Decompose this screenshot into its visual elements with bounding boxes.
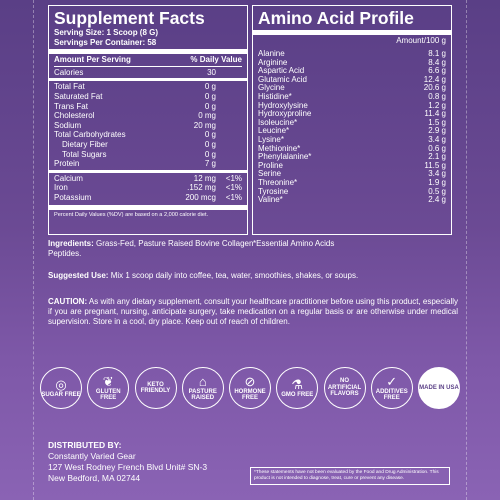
made-in-usa-icon [418, 367, 460, 409]
amino-acid-value: 3.4 g [428, 169, 446, 179]
amino-acid-row [258, 188, 446, 197]
badge-glyph: ❦ [102, 373, 114, 389]
amino-acid-title: Amino Acid Profile [258, 8, 414, 28]
amino-acid-label: Glycine [258, 83, 285, 93]
nutrient-row: Dietary Fiber 0 g [62, 139, 216, 149]
amino-acid-value: 0.8 g [428, 91, 446, 101]
mineral-row: Iron .152 mg <1% [54, 183, 242, 193]
divider-thick [253, 30, 451, 35]
badge-label: NO ARTIFICIAL FLAVORS [327, 378, 362, 398]
amino-acid-row [258, 196, 446, 205]
divider-medium [49, 78, 247, 81]
table-header: Amount Per Serving % Daily Value [54, 55, 242, 65]
additives-free-icon [371, 367, 413, 409]
amino-acid-row [258, 76, 446, 85]
amino-acid-value: 12.4 g [423, 74, 446, 84]
amino-acid-label: Threonine* [258, 177, 298, 187]
fold-line-left [33, 0, 34, 500]
amino-acid-row [258, 162, 446, 171]
amino-acid-value: 2.9 g [428, 126, 446, 136]
badge-label: MADE IN USA [419, 384, 459, 391]
amino-acid-label: Hydroxylysine [258, 100, 308, 110]
badge-label: HORMONE FREE [234, 388, 266, 401]
badge-label: KETO FRIENDLY [140, 381, 171, 394]
distributor-address1: 127 West Rodney French Blvd Unit# SN-3 [48, 462, 208, 472]
amino-acid-value: 6.6 g [428, 66, 446, 76]
nutrient-row: Total Fat 0 g [54, 82, 216, 92]
divider-thick [49, 205, 247, 210]
badge-row [40, 367, 460, 409]
badge-label: GMO FREE [281, 391, 314, 398]
amino-acid-value: 0.6 g [428, 143, 446, 153]
dv-footnote: Percent Daily Values (%DV) are based on a 2,000 calorie diet. [54, 211, 209, 218]
distributor [48, 440, 207, 484]
badge-glyph: ⚗ [291, 376, 304, 392]
badge-label: SUGAR FREE [41, 391, 81, 398]
amino-acid-value: 8.1 g [428, 49, 446, 58]
suggested-use: Suggested Use: Mix 1 scoop daily into coffee, tea, water, smoothies, shakes, or soups. [48, 271, 359, 280]
keto-friendly-icon [135, 367, 177, 409]
amino-acid-value: 11.5 g [424, 160, 446, 170]
nutrient-row: Sodium 20 mg [54, 120, 216, 130]
amino-acid-row [258, 127, 446, 136]
amino-acid-label: Valine* [258, 195, 283, 205]
amino-acid-label: Tyrosine [258, 186, 289, 196]
amino-acid-value: 1.5 g [428, 117, 446, 127]
amino-acid-value: 1.2 g [428, 100, 446, 110]
mineral-row: Potassium 200 mcg <1% [54, 192, 242, 202]
caution: CAUTION: As with any dietary supplement, consult your healthcare practitioner before using this product, especially if you are pregnant, nursing, anticipate surgery, take medication on a regular basis or are otherwise under medical supervision. Store in a cool, dry place. Keep out of reach of children. [48, 297, 458, 326]
minerals-list [54, 174, 242, 203]
mineral-row: Calcium 12 mg <1% [54, 173, 242, 183]
amino-acid-value: 0.5 g [428, 186, 446, 196]
badge-label: PASTURE RAISED [188, 388, 217, 401]
amino-acid-label: Serine [258, 169, 282, 179]
distributor-name: Constantly Varied Gear [48, 451, 136, 461]
gluten-free-icon [87, 367, 129, 409]
amino-unit: Amount/100 g [396, 36, 446, 45]
nutrient-row: Saturated Fat 0 g [54, 91, 216, 101]
divider [54, 66, 242, 67]
amino-acid-label: Proline [258, 160, 283, 170]
badge-glyph: ⌂ [198, 373, 207, 389]
hormone-free-icon [229, 367, 271, 409]
nutrients-list [54, 82, 242, 168]
amino-acid-value: 8.4 g [428, 57, 446, 67]
distributor-heading: DISTRIBUTED BY: [48, 440, 122, 450]
nutrient-row: Protein 7 g [54, 159, 216, 169]
essential-amino-note: *Essential Amino Acids [253, 239, 335, 248]
nutrient-row: Cholesterol 0 mg [54, 111, 216, 121]
supplement-facts-panel [48, 5, 248, 235]
divider-thick [49, 49, 247, 54]
distributor-address2: New Bedford, MA 02744 [48, 473, 141, 483]
badge-label: GLUTEN FREE [95, 388, 121, 401]
fda-disclaimer: *These statements have not been evaluated by the Food and Drug Administration. This product is not intended to diagnose, treat, cure or prevent any disease. [250, 467, 450, 485]
amino-acid-label: Glutamic Acid [258, 74, 307, 84]
amino-acid-label: Leucine* [258, 126, 290, 136]
amino-acid-label: Phenylalanine* [258, 152, 312, 162]
amino-acid-value: 2.4 g [428, 195, 446, 205]
amino-acid-label: Histidine* [258, 91, 292, 101]
amino-acid-panel [252, 5, 452, 235]
amino-acid-value: 11.4 g [424, 109, 446, 119]
amino-acid-value: 2.1 g [428, 152, 446, 162]
amino-acid-value: 20.6 g [423, 83, 446, 93]
amino-acid-label: Methionine* [258, 143, 301, 153]
supplement-facts-title: Supplement Facts [54, 8, 205, 28]
amino-acid-label: Arginine [258, 57, 288, 67]
nutrient-row: Total Carbohydrates 0 g [54, 130, 216, 140]
nutrient-row: Trans Fat 0 g [54, 101, 216, 111]
fold-line-right [466, 0, 467, 500]
sugar-free-icon [40, 367, 82, 409]
gmo-free-icon [276, 367, 318, 409]
nutrient-row: Total Sugars 0 g [62, 149, 216, 159]
amino-acid-label: Aspartic Acid [258, 66, 305, 76]
amino-acid-value: 3.4 g [428, 134, 446, 144]
amino-acid-list [258, 50, 446, 205]
amino-acid-row [258, 153, 446, 162]
pasture-raised-icon [182, 367, 224, 409]
amino-acid-value: 1.9 g [428, 177, 446, 187]
ingredients: Ingredients: Grass-Fed, Pasture Raised Bovine Collagen Peptides. [48, 239, 254, 258]
badge-glyph: ⊘ [244, 373, 256, 389]
badge-label: ADDITIVES FREE [375, 388, 408, 401]
amino-acid-label: Isoleucine* [258, 117, 298, 127]
amino-acid-label: Lysine* [258, 134, 284, 144]
amino-acid-label: Hydroxyproline [258, 109, 312, 119]
servings-per-container: Servings Per Container: 58 [54, 37, 157, 47]
badge-glyph: ✓ [386, 373, 398, 389]
divider-medium [49, 170, 247, 173]
amino-acid-label: Alanine [258, 49, 285, 58]
calories-row: Calories 30 [54, 67, 216, 77]
serving-size: Serving Size: 1 Scoop (8 G) [54, 28, 159, 37]
badge-glyph: ◎ [55, 376, 67, 392]
no-artificial-flavors-icon [324, 367, 366, 409]
